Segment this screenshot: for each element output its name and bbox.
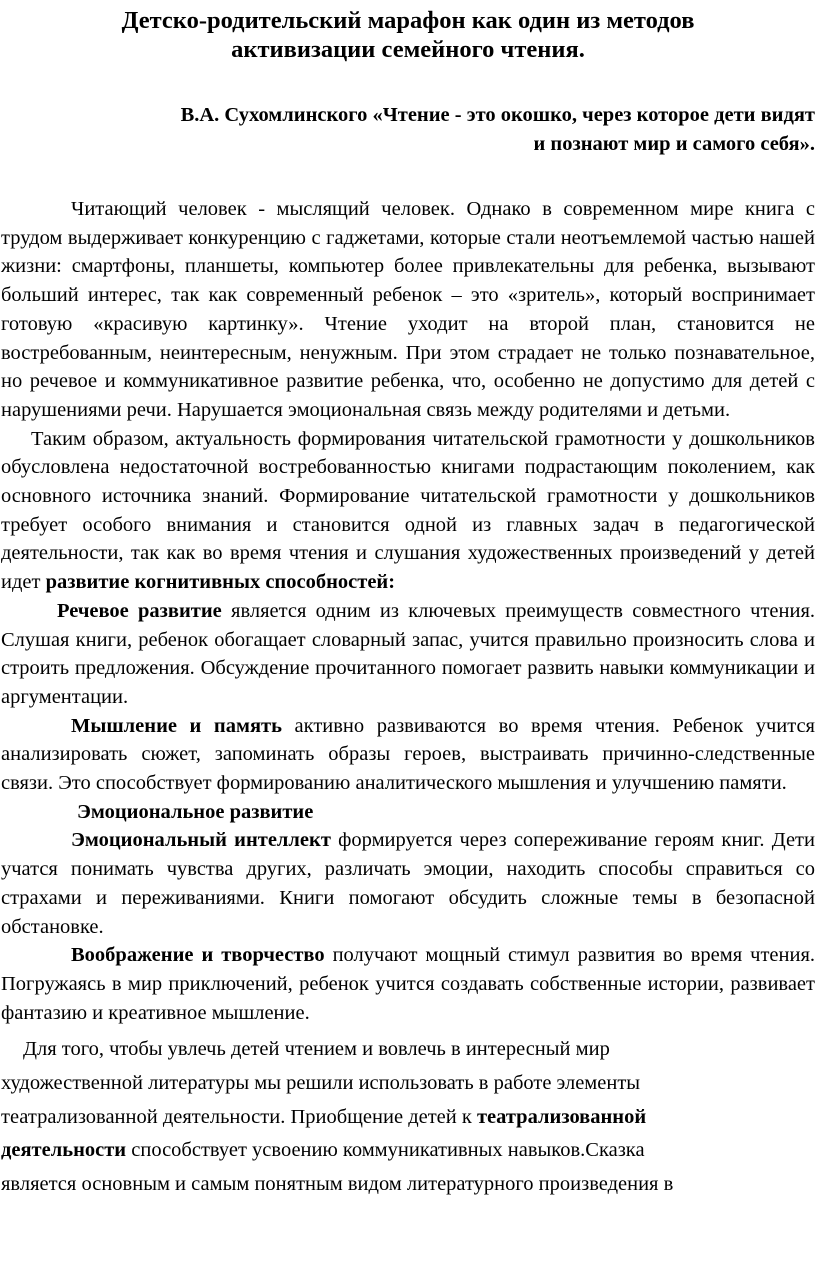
paragraph-theatre-line-4-text: способствует усвоению коммуникативных навыков.Сказка	[126, 1139, 645, 1162]
heading-emotional-text: Эмоциональное развитие	[77, 800, 314, 823]
paragraph-intro-text: Читающий человек - мыслящий человек. Однако в современном мире книга с трудом выдерживает конкуренцию с гаджетами, которые стали неотъемлемой частью нашей жизни: смартфоны, планшеты, компьютер более привлекательны для ребенка, вызывают больший интерес, так как современный ребенок – это «зритель», который воспринимает готовую «красивую картинку». Чтение уходит на второй план, становится не востребованным, неинтересным, ненужным. При этом страдает не только познавательное, но речевое и коммуникативное развитие ребенка, что, особенно не допустимо для детей с нарушениями речи. Нарушается эмоциональная связь между родителями и детьми.	[1, 198, 815, 421]
paragraph-theatre-line-2	[1, 1067, 815, 1101]
paragraph-relevance-text: Таким образом, актуальность формирования читательской грамотности у дошкольников обусловлена недостаточной востребованностью книгами подрастающим поколением, как основного источника знаний. Формирование читательской грамотности у дошкольников требует особого внимания и становится одной из главных задач в педагогической деятельности, так как во время чтения и слушания художественных произведений у детей идет	[1, 427, 815, 594]
paragraph-emotional	[1, 826, 815, 941]
epigraph-line-2: и познают мир и самого себя».	[533, 133, 815, 155]
paragraph-emotional-text: формируется через сопереживание героям книг. Дети учатся понимать чувства других, различать эмоции, находить способы справиться со страхами и переживаниями. Книги помогают обсудить сложные темы в безопасной обстановке.	[1, 829, 815, 938]
paragraph-theatre-line-3-text: театрализованной деятельности. Приобщение детей к	[1, 1105, 477, 1128]
paragraph-theatre-line-5-text: является основным и самым понятным видом литературного произведения в	[1, 1172, 674, 1195]
paragraph-relevance-bold: развитие когнитивных способностей:	[45, 571, 396, 594]
paragraph-relevance	[1, 425, 815, 597]
paragraph-theatre-line-4	[1, 1134, 815, 1168]
title-line-2: активизации семейного чтения.	[231, 36, 585, 63]
paragraph-thinking-text: активно развиваются во время чтения. Ребенок учится анализировать сюжет, запоминать образы героев, выстраивать причинно-следственные связи. Это способствует формированию аналитического мышления и улучшению памяти.	[1, 714, 815, 795]
paragraph-theatre-line-3-bold: театрализованной	[476, 1105, 647, 1128]
paragraph-emotional-bold: Эмоциональный интеллект	[71, 829, 331, 852]
paragraph-imagination-bold: Воображение и творчество	[71, 944, 325, 967]
paragraph-theatre-line-1-text: Для того, чтобы увлечь детей чтением и вовлечь в интересный мир	[23, 1038, 610, 1061]
paragraph-intro	[1, 195, 815, 425]
paragraph-speech-text: является одним из ключевых преимуществ совместного чтения. Слушая книги, ребенок обогащает словарный запас, учится правильно произносить слова и строить предложения. Обсуждение прочитанного помогает развить навыки коммуникации и аргументации.	[1, 599, 815, 708]
paragraph-imagination-text: получают мощный стимул развития во время чтения. Погружаясь в мир приключений, ребенок учится создавать собственные истории, развивает фантазию и креативное мышление.	[1, 944, 816, 1024]
title-line-1: Детско-родительский марафон как один из методов	[121, 7, 695, 34]
heading-emotional-development	[1, 798, 815, 827]
epigraph-line-1: В.А. Сухомлинского «Чтение - это окошко, через которое дети видят	[180, 104, 815, 126]
paragraph-thinking-bold: Мышление и память	[71, 714, 282, 737]
paragraph-theatre-line-5	[1, 1168, 815, 1202]
paragraph-imagination	[1, 941, 815, 1027]
epigraph-quote	[1, 101, 815, 159]
paragraph-theatre-line-4-bold: деятельности	[1, 1139, 127, 1162]
paragraph-speech	[1, 597, 815, 712]
paragraph-speech-bold: Речевое развитие	[57, 599, 222, 622]
paragraph-thinking	[1, 712, 815, 798]
paragraph-theatre-line-3	[1, 1101, 815, 1135]
paragraph-theatre-line-1	[1, 1033, 815, 1067]
document-title	[1, 6, 815, 64]
paragraph-theatre-line-2-text: художественной литературы мы решили использовать в работе элементы	[1, 1071, 641, 1094]
